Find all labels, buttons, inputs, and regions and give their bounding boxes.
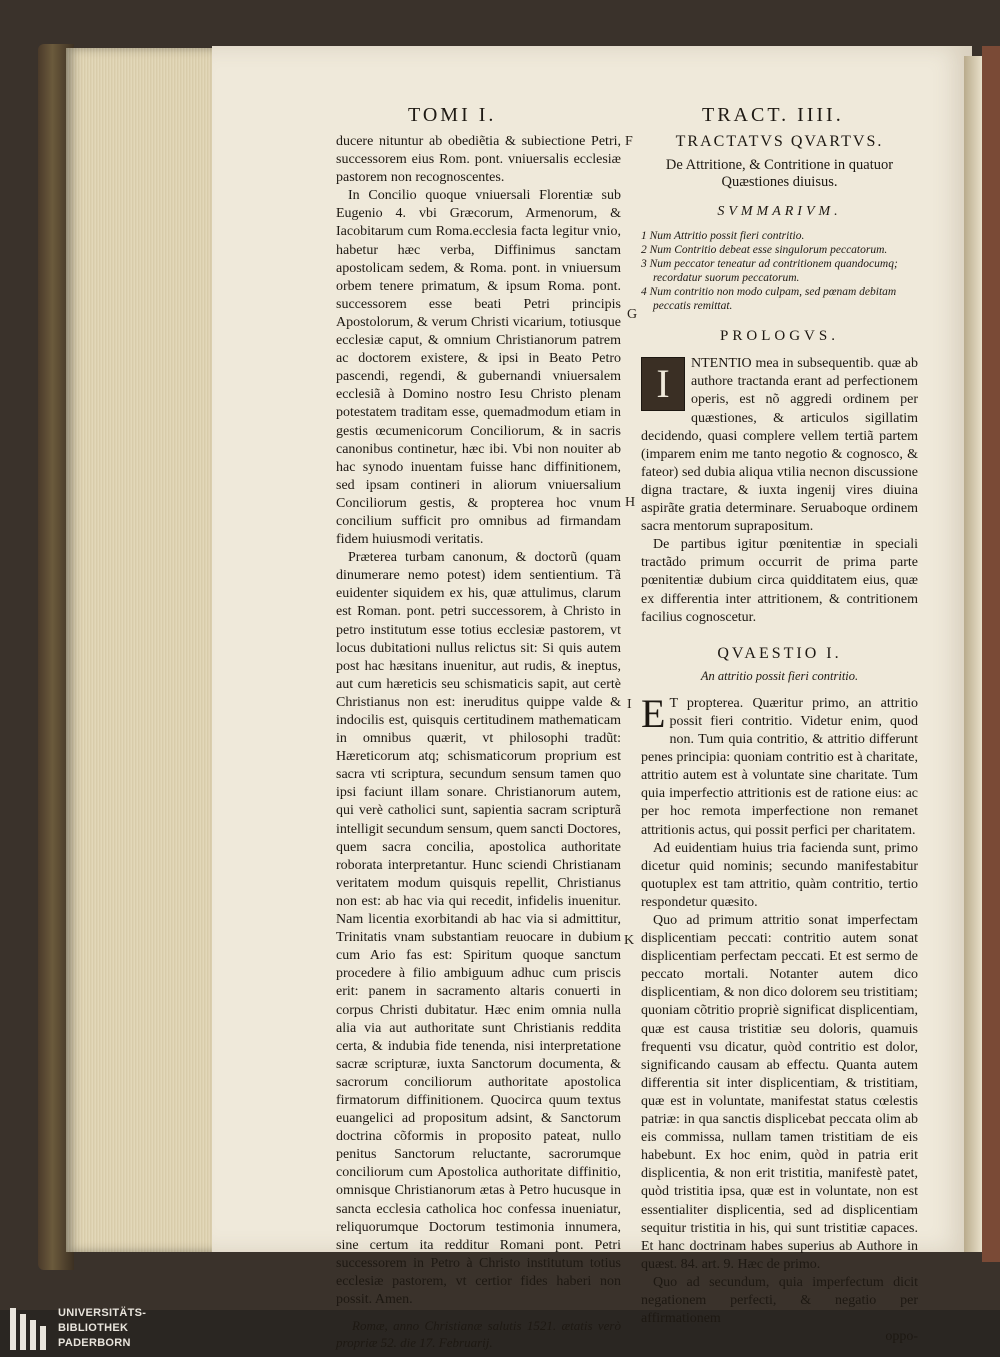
tract-title: TRACTATVS QVARTVS.	[675, 133, 884, 150]
book-cover-right	[982, 46, 1000, 1262]
margin-letter-h: H	[625, 495, 636, 510]
quaestio-title: QVAESTIO I.	[717, 644, 842, 662]
margin-letter-k: K	[624, 933, 635, 948]
decorated-initial: I	[641, 357, 685, 411]
margin-letter-f: F	[625, 134, 633, 149]
catchword: oppo-	[885, 1329, 918, 1345]
colophon-signature: Romæ, anno Christianæ salutis 1521. ætatis verò propriæ 52. die 17. Februarij.	[336, 1318, 621, 1351]
quaestio-subtitle: An attritio possit fieri contritio.	[700, 668, 859, 683]
paragraph: Ad euidentiam huius tria facienda sunt, primo dicetur quid nominis; secundo manifestabitur quotuplex est tam attritio, quàm contritio, tertio respondetur quæsito.	[641, 840, 918, 910]
summarium-item: 4 Num contritio non modo culpam, sed pœnam debitam peccatis remittat.	[641, 286, 897, 313]
paragraph: Præterea turbam canonum, & doctorũ (quam dinumerare nemo potest) idem sentientium. Tã euidenter siquidem ex his, quæ attulimus, clarum est Roman. pont. petri successorem, à Christo in petro institutum esse totius ecclesiæ pastorem, vt locus dubitationi nullus relictus sit: Si quis autem post hac hæsitans inuenitur, aut rudis, & ineptus, aut cum hæreticis seu schismaticis sapit, aut certè Christianus non est: ineruditus quippe valde & indocilis est, quisquis certitudinem mathematicam in omnibus quærit, vt philosophi tradũt: Hæreticorum atq; schismaticorum proprium est sacra vti scriptura, secundum sensum tamen quo ipsi faciunt illam sonare. Christianorum autem, qui verè catholici sunt, sapientia sacram scripturã intelligit secundum sensum, quem sancti Doctores, quem sacra concilia, apostolica authoritate roborata interpretantur. Hunc sciendi Christianam veritatem modum quisquis repellit, Christianus non est: ab hac via qui recedit, infidelis inuenitur. Nam licentia exorbitandi ab hac via si admittitur, Trinitatis vnam substantiam reuocare in dubium cum Ario fas est: Spiritum quoque sanctum procedere à filio ambiguum adhuc cum priscis erit: panem in sacramento altaris conuerti in corpus Christi dubitatur. Hæc enim omnia nulla alia via aut authoritate sunt Christianis reddita certa, & indubia fide tenenda, nisi interpretatione sacræ scripturæ, iuxta Sanctorum documenta, & sacrorum conciliorum authoritate apostolica firmatorum diffinitionem. Quocirca quum textus euangelici ad propositum adsint, & Sanctorum doctrina cõformis in proposito pateat, nullo penitus Sanctorum reluctante, sacrorumque conciliorum cum Apostolica authoritate diffinitio, omnisque Christianorum ætas à Petro hucusque in sancta ecclesia catholica hoc confessa inueniatur, reliquorumque Doctorum testimonia innumera, sine certum ita redditur Romani pont. Petri successorem in Petro à Christo institutum totius ecclesiæ pastorem, vt certior fides haberi non possit. Amen.	[336, 550, 622, 1307]
right-text-column	[641, 133, 918, 1346]
library-logo-icon	[8, 1306, 52, 1352]
tract-subtitle: De Attritione, & Contritione in quatuor Quæstiones diuisus.	[665, 157, 894, 191]
summarium-item: 1 Num Attritio possit fieri contritio.	[641, 230, 805, 243]
page-edges	[66, 48, 214, 1252]
margin-letter-i: I	[627, 697, 632, 712]
running-head-right: TRACT. IIII.	[702, 104, 844, 126]
running-head-left: TOMI I.	[408, 104, 497, 126]
paragraph: De partibus igitur pœnitentiæ in speciali tractãdo primum occurrit de prima parte pœnitentiæ dubium circa quidditatem eius, quæ ex differentia inter attritionem, & contritionem facilius cognoscetur.	[641, 537, 918, 625]
prologus-title: PROLOGVS.	[720, 328, 839, 345]
logo-text-line: BIBLIOTHEK	[58, 1322, 129, 1334]
logo-text-line: UNIVERSITÄTS-	[58, 1307, 147, 1319]
paragraph: Quo ad secundum, quia imperfectum dicit negationem perfecti, & negatio per affirmationem	[641, 1274, 918, 1327]
summarium-item: 3 Num peccator teneatur ad contritionem quandocumq; recordatur suorum peccatorum.	[641, 258, 898, 285]
margin-letter-g: G	[627, 307, 638, 322]
paragraph: In Concilio quoque vniuersali Florentiæ sub Eugenio 4. vbi Græcorum, Armenorum, & Iacobitarum cum Roma.ecclesia facta legitur vnio, habetur hæc verba, Diffinimus sanctam apostolicam sedem, & Roma. pont. in vniuersum orbem tenere primatum, & ipsum Roma. pont. successorem esse beati Petri principis Apostolorum, & verum Christi vicarium, totiusque ecclesiæ caput, & omnium Christianorum patrem ac doctorem existere, & ipsi in Beato Petro pascendi, regendi, & gubernandi vniuersalem ecclesiã à Domino nostro Iesu Christo plenam potestatem traditam esse, quemadmodum etiam in gestis œcumenicorum Conciliorum, & in sacris canonibus continetur, hæc ibi. Vbi non nouiter ab hac synodo inuentam fuisse hanc diffinitionem, sed ipsam contineri in aliorum vniuersalium Conciliorum gestis, & propterea hoc vnum concilium sufficit pro omnibus ad firmandam fidem huiusmodi veritatis.	[336, 188, 621, 548]
left-text-column	[336, 133, 621, 1351]
large-initial: E	[641, 690, 666, 736]
logo-text-line: PADERBORN	[58, 1337, 131, 1349]
quaestio-paragraph	[641, 690, 918, 840]
prologus-text: NTENTIO mea in subsequentib. quæ ab authore tractanda erant ad perfectionem operis, est nõ aggredi ordinem per quæstiones, & articulos sigillatim decidendo, quasi complere vellem tertiã partem (imparem enim me tanto negotio & cognosco, & fateor) sed dubia aliqua vtilia necnon discussione digna tractare, & iuxta ingenij vires diuina aspirãte gratia determinare. Seruaboque ordinem sacra mentorum suprapositum.	[641, 356, 918, 535]
summarium-item: 2 Num Contritio debeat esse singulorum peccatorum.	[641, 244, 888, 257]
prologus-paragraph	[641, 355, 918, 536]
summarium-title: SVMMARIVM.	[717, 204, 842, 220]
library-logo	[8, 1306, 168, 1354]
paragraph: Quo ad primum attritio sonat imperfectam displicentiam peccati: contritio autem sonat displicentiam perfectam peccati. Et est sermo de peccato mortali. Notanter autem dico displicentiam, & non dico dolorem seu tristitiam; quoniam cõtritio propriè significat displicentiam, quæ est causa tristitiæ seu doloris, quamuis frequenti vsu dicatur, quòd contritio est dolor, significando causam ab effectu. Quanta autem differentia sit inter displicentiam, & tristitiam, quæ est in voluntate, manifestat status cœlestis patriæ: in qua sanctis displicebat peccata olim ab eis commissa, nullam tamen tristitiam de eis habebunt. Ex hoc enim, quòd in patria erit displicentia, & non erit tristitia, manifestè patet, quòd tristitia ipsa, quæ est in voluntate, non est essentialiter displicentia, sed ad displicentiam sequitur tristitia in his, qui sunt tristitiæ capaces. Et hanc doctrinam habes superius ab Authore in quæst. 84. art. 9. Hæc de primo.	[641, 913, 918, 1272]
paragraph: ducere nituntur ab obediẽtia & subiectione Petri, successorem eius Rom. pont. vniuersalis ecclesiæ pastorem non recognoscentes.	[336, 134, 621, 186]
quaestio-text: T propterea. Quæritur primo, an attritio possit fieri contritio. Videtur enim, quod non. Tum quia contritio, & attritio differunt penes principia: quoniam contritio est à charitate, attritio autem est à voluntate sine charitate. Tum quia imperfectio attritionis est de ratione eius: ac per hoc remota imperfectione non remanet attritionis actus, qui possit perfici per charitatem.	[641, 695, 918, 838]
facing-page-edge	[964, 56, 984, 1252]
